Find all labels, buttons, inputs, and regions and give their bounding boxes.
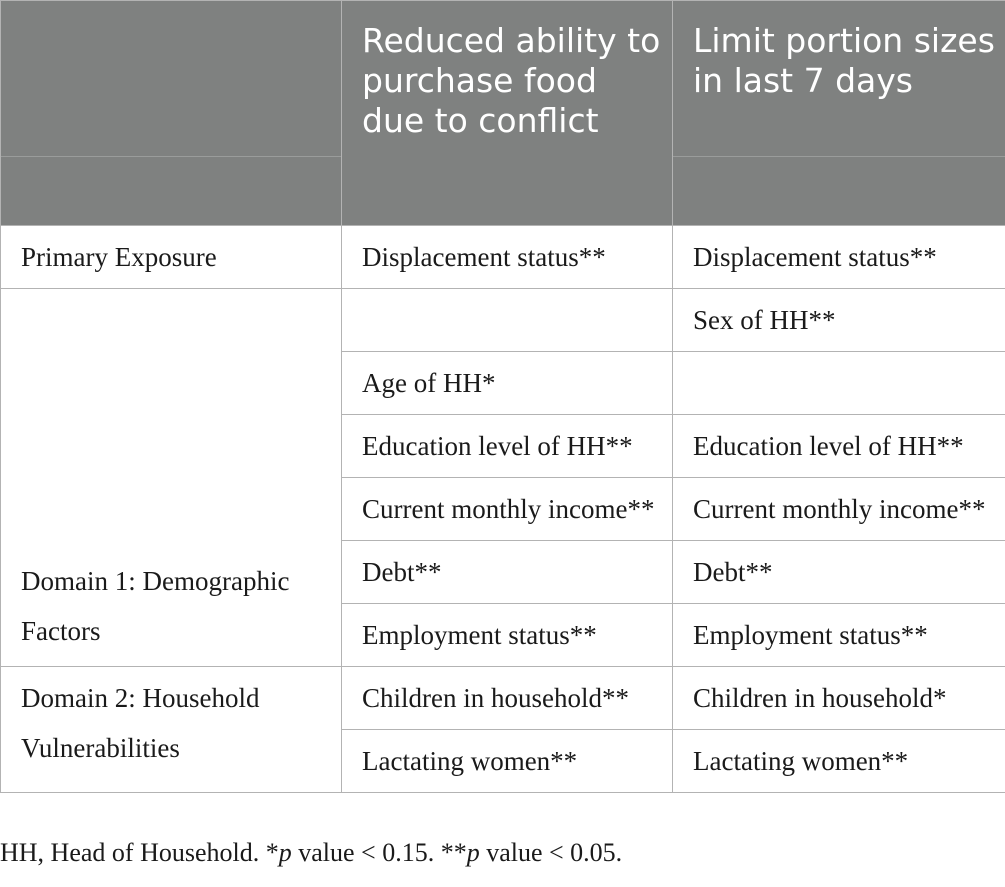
table-cell: Lactating women** [673, 730, 1005, 793]
table-cell: Sex of HH** [673, 289, 1005, 352]
table-cell: Current monthly income** [342, 478, 673, 541]
table-cell: Displacement status** [342, 226, 673, 289]
header-row [1, 1, 1005, 226]
table-cell: Debt** [342, 541, 673, 604]
table-cell: Current monthly income** [673, 478, 1005, 541]
table-cell: Displacement status** [673, 226, 1005, 289]
header-divider [673, 156, 1005, 157]
table-cell: Education level of HH** [673, 415, 1005, 478]
table-cell [673, 352, 1005, 415]
header-cell-purchase [342, 1, 673, 226]
table-cell: Children in household** [342, 667, 673, 730]
table-cell: Debt** [673, 541, 1005, 604]
row-label: Primary Exposure [1, 226, 342, 289]
header-cell-portion [673, 1, 1005, 226]
row-label-domain2: Domain 2: Household Vulnerabilities [1, 667, 342, 793]
table-cell: Children in household* [673, 667, 1005, 730]
table-cell: Employment status** [673, 604, 1005, 667]
table-cell: Education level of HH** [342, 415, 673, 478]
table-row [1, 667, 1005, 730]
header-purchase-label: Reduced ability to purchase food due to conflict [362, 21, 661, 140]
header-cell-empty [1, 1, 342, 226]
header-divider [1, 156, 341, 157]
table-footnote: HH, Head of Household. *p value < 0.15. **p value < 0.05. [0, 838, 623, 867]
table-cell: Lactating women** [342, 730, 673, 793]
table-cell [342, 289, 673, 352]
table-cell: Employment status** [342, 604, 673, 667]
header-portion-label: Limit portion sizes in last 7 days [693, 21, 995, 100]
table-row-primary-exposure [1, 226, 1005, 289]
row-label-domain1: Domain 1: Demographic Factors [1, 289, 342, 667]
table-row [1, 289, 1005, 352]
table-cell: Age of HH* [342, 352, 673, 415]
